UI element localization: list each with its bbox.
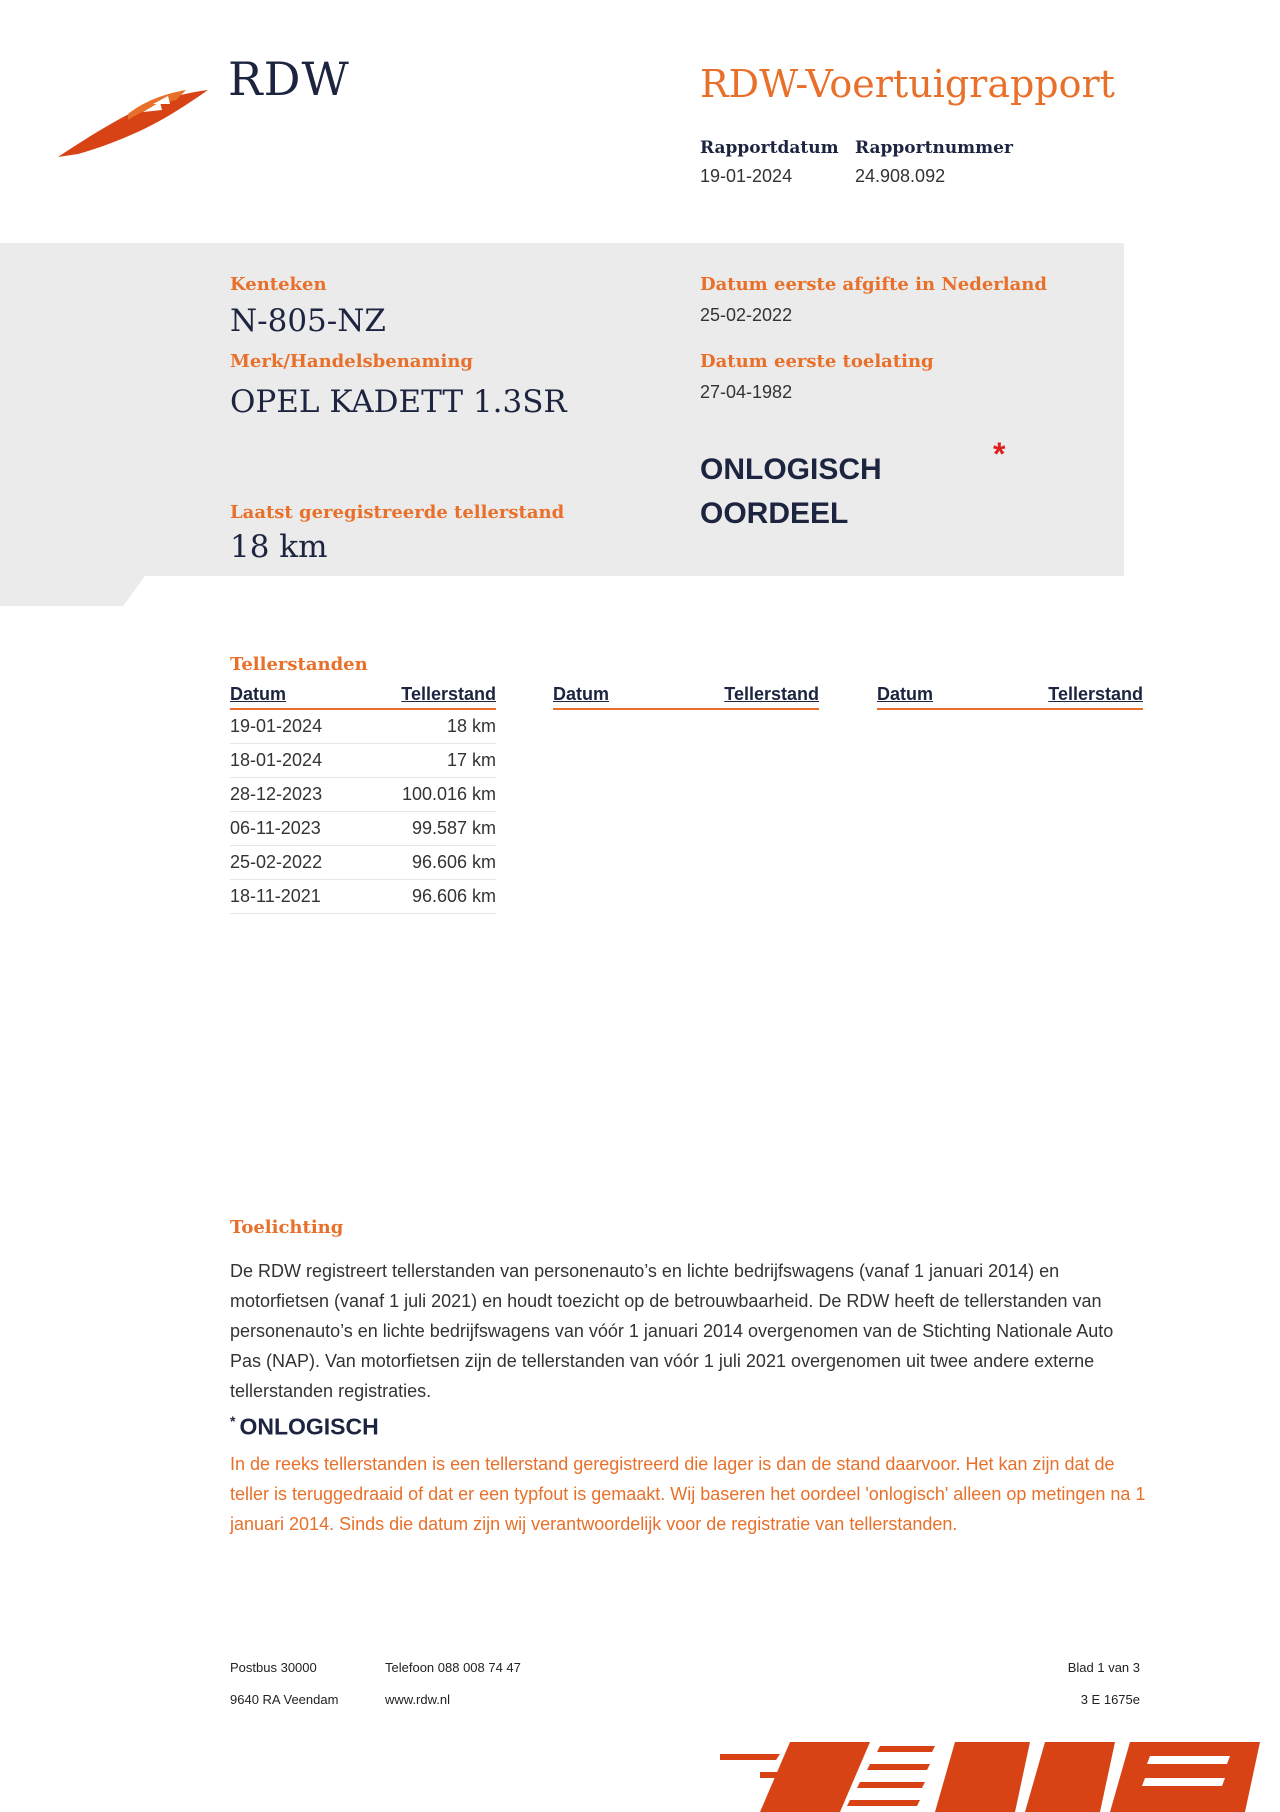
row-reading: 99.587 km (411, 818, 496, 838)
footer-page: Blad 1 van 3 (1067, 1660, 1140, 1675)
reading-header: Tellerstand (401, 684, 496, 704)
logo-text: RDW (228, 52, 350, 106)
verdict-asterisk: * (993, 436, 1006, 472)
table-header (877, 684, 1143, 710)
table-row (230, 846, 496, 880)
row-reading: 100.016 km (401, 784, 496, 804)
onlogisch-heading (230, 1413, 379, 1441)
onlogisch-heading-text: ONLOGISCH (239, 1413, 379, 1440)
explanation-text: De RDW registreert tellerstanden van personenauto’s en lichte bedrijfswagens (vanaf 1 januari 2014) en motorfietsen (vanaf 1 juli 2021) en houdt toezicht op de betrouwbaarheid. De RDW heeft de tellerstanden van personenauto’s en lichte bedrijfswagens van vóór 1 januari 2014 overgenomen van de Stichting Nationale Auto Pas (NAP). Van motorfietsen zijn de tellerstanden van vóór 1 juli 2021 overgenomen uit twee andere externe tellerstanden registraties. (230, 1261, 1114, 1401)
date-header: Datum (877, 684, 934, 704)
decorative-stripes-icon (720, 1742, 1280, 1812)
table-row (230, 880, 496, 914)
report-number-label: Rapportnummer (855, 138, 1013, 158)
report-date-label: Rapportdatum (700, 138, 839, 158)
brand-value: OPEL KADETT 1.3SR (230, 384, 567, 420)
verdict-line2: OORDEEL (700, 497, 849, 530)
footer-website[interactable]: www.rdw.nl (385, 1692, 451, 1707)
explanation-title: Toelichting (230, 1217, 344, 1238)
reading-header: Tellerstand (1048, 684, 1143, 704)
row-date: 18-11-2021 (230, 886, 321, 906)
verdict-line1: ONLOGISCH (700, 453, 882, 486)
onlogisch-text: In de reeks tellerstanden is een tellerstand geregistreerd die lager is dan de stand daarvoor. Het kan zijn dat de teller is teruggedraaid of dat er een typfout is gemaakt. Wij baseren het oordeel 'onlogisch' alleen op metingen na 1 januari 2014. Sinds die datum zijn wij verantwoordelijk voor de registratie van tellerstanden. (230, 1454, 1146, 1534)
row-date: 18-01-2024 (230, 750, 323, 770)
odometer-label: Laatst geregistreerde tellerstand (230, 502, 565, 523)
row-reading: 17 km (446, 750, 496, 770)
footer-code: 3 E 1675e (1080, 1692, 1140, 1707)
table-row (230, 710, 496, 744)
plate-label: Kenteken (230, 274, 327, 295)
first-admission-value: 27-04-1982 (700, 382, 793, 402)
report-number: 24.908.092 (855, 166, 946, 186)
footer-phone: Telefoon 088 008 74 47 (385, 1660, 521, 1675)
row-reading: 96.606 km (411, 852, 496, 872)
row-reading: 18 km (446, 716, 496, 736)
panel-notch (0, 576, 145, 606)
row-date: 06-11-2023 (230, 818, 321, 838)
table-row (230, 778, 496, 812)
report-title: RDW-Voertuigrapport (700, 62, 1115, 106)
table-row (230, 812, 496, 846)
date-header: Datum (553, 684, 610, 704)
first-issue-nl-label: Datum eerste afgifte in Nederland (700, 274, 1047, 295)
odometer-table-column-3 (877, 684, 1143, 710)
odometer-table-title: Tellerstanden (230, 654, 368, 675)
odometer-table-column-1 (230, 684, 496, 914)
row-date: 19-01-2024 (230, 716, 323, 736)
table-header (553, 684, 819, 710)
onlogisch-star: * (230, 1413, 236, 1429)
footer-city: 9640 RA Veendam (230, 1692, 339, 1707)
brand-label: Merk/Handelsbenaming (230, 351, 474, 372)
date-header: Datum (230, 684, 287, 704)
report-date: 19-01-2024 (700, 166, 793, 186)
table-header (230, 684, 496, 710)
row-reading: 96.606 km (411, 886, 496, 906)
first-issue-nl-value: 25-02-2022 (700, 305, 793, 325)
first-admission-label: Datum eerste toelating (700, 351, 934, 372)
footer-postbus: Postbus 30000 (230, 1660, 317, 1675)
reading-header: Tellerstand (724, 684, 819, 704)
odometer-value: 18 km (230, 529, 328, 565)
odometer-table-column-2 (553, 684, 819, 710)
plate-value: N-805-NZ (230, 303, 386, 339)
row-date: 25-02-2022 (230, 852, 323, 872)
table-row (230, 744, 496, 778)
row-date: 28-12-2023 (230, 784, 323, 804)
rdw-logo-icon (58, 82, 208, 162)
